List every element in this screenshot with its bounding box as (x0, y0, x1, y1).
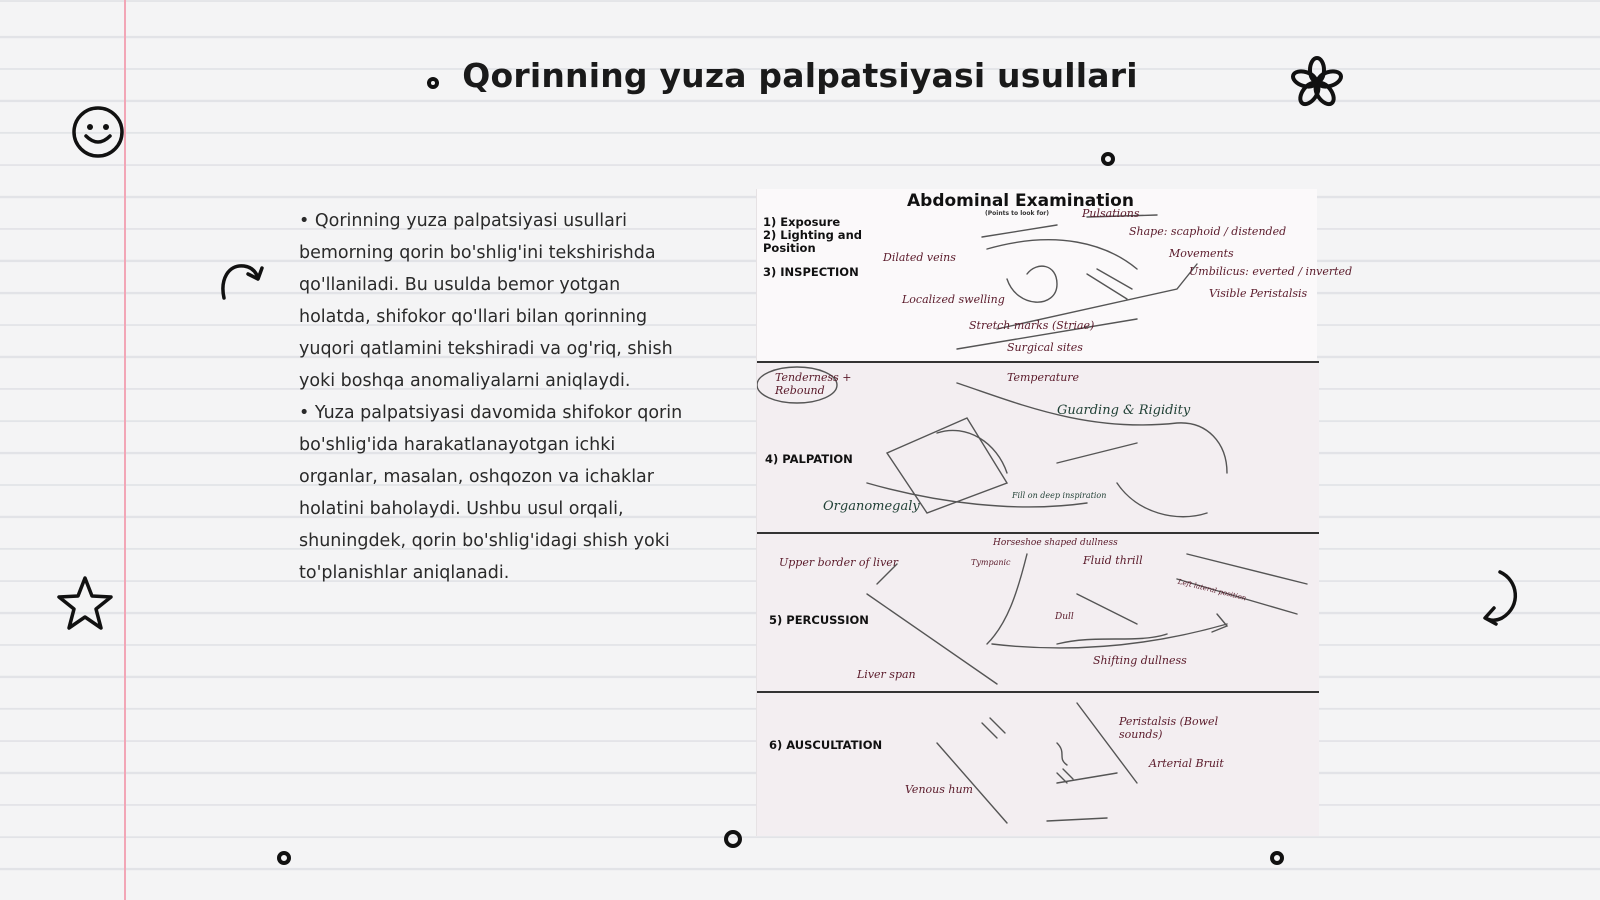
palpation-panel (757, 363, 1319, 534)
annotation: Shape: scaphoid / distended (1129, 225, 1287, 238)
decorative-dot (724, 830, 742, 848)
diagram-title: Abdominal Examination (907, 191, 1134, 211)
annotation: Guarding & Rigidity (1057, 403, 1191, 418)
auscultation-panel (757, 693, 1319, 836)
page-title: Qorinning yuza palpatsiyasi usullari (462, 56, 1138, 95)
step-auscultation: 6) AUSCULTATION (769, 738, 883, 752)
curved-arrow-right-icon (218, 256, 268, 302)
paragraph: • Yuza palpatsiyasi davomida shifokor qorin bo'shlig'ida harakatlanayotgan ichki organlar, masalan, oshqozon va ichaklar holatini baholaydi. Ushbu usul orqali, shuningdek, qorin bo'shlig'idagi shish yoki to'planishlar aniqlanadi. (299, 403, 683, 583)
smiley-icon (70, 104, 126, 160)
annotation: Venous hum (905, 783, 973, 796)
decorative-dot (1270, 851, 1284, 865)
body-text (299, 205, 689, 589)
annotation: Dilated veins (883, 251, 956, 264)
inspection-panel (757, 189, 1353, 363)
step-percussion: 5) PERCUSSION (769, 613, 869, 627)
annotation: Umbilicus: everted / inverted (1189, 265, 1353, 278)
annotation: Surgical sites (1007, 341, 1083, 354)
annotation: Tympanic (971, 558, 1011, 567)
annotation: Localized swelling (902, 293, 1005, 306)
annotation: Arterial Bruit (1149, 757, 1224, 770)
annotation: Tenderness + Rebound (775, 371, 852, 397)
decorative-dot (277, 851, 291, 865)
annotation: Dull (1055, 612, 1074, 622)
annotation: Fluid thrill (1083, 554, 1143, 567)
annotation: Pulsations (1082, 207, 1140, 220)
star-icon (54, 574, 116, 632)
annotation: Movements (1169, 247, 1234, 260)
paragraph: • Qorinning yuza palpatsiyasi usullari bemorning qorin bo'shlig'ini tekshirishda qo'llaniladi. Bu usulda bemor yotgan holatda, shifokor qo'llari bilan qorinning yuqori qatlamini tekshiradi va og'riq, shish yoki boshqa anomaliyalarni aniqlaydi. (299, 211, 673, 391)
annotation: Peristalsis (Bowel sounds) (1119, 715, 1219, 741)
diagram-subtitle: (Points to look for) (985, 210, 1050, 217)
curved-arrow-down-left-icon (1478, 568, 1528, 628)
annotation: Upper border of liver (779, 556, 899, 569)
abdominal-examination-diagram (756, 189, 1353, 836)
flower-icon (1288, 54, 1346, 112)
annotation: Left lateral position (1177, 577, 1248, 603)
annotation: Fill on deep inspiration (1012, 491, 1107, 500)
step-exposure: 1) Exposure (763, 215, 841, 229)
step-inspection: 3) INSPECTION (763, 265, 859, 279)
step-palpation: 4) PALPATION (765, 452, 853, 466)
percussion-panel (757, 534, 1319, 693)
annotation: Shifting dullness (1093, 654, 1187, 667)
annotation: Temperature (1007, 371, 1080, 384)
decorative-dot (1101, 152, 1115, 166)
step-lighting: 2) Lighting and Position (763, 228, 862, 255)
annotation: Stretch marks (Striae) (969, 319, 1095, 332)
annotation: Visible Peristalsis (1209, 287, 1308, 300)
annotation: Organomegaly (823, 499, 920, 514)
annotation: Liver span (857, 668, 916, 681)
annotation: Horseshoe shaped dullness (993, 538, 1118, 548)
